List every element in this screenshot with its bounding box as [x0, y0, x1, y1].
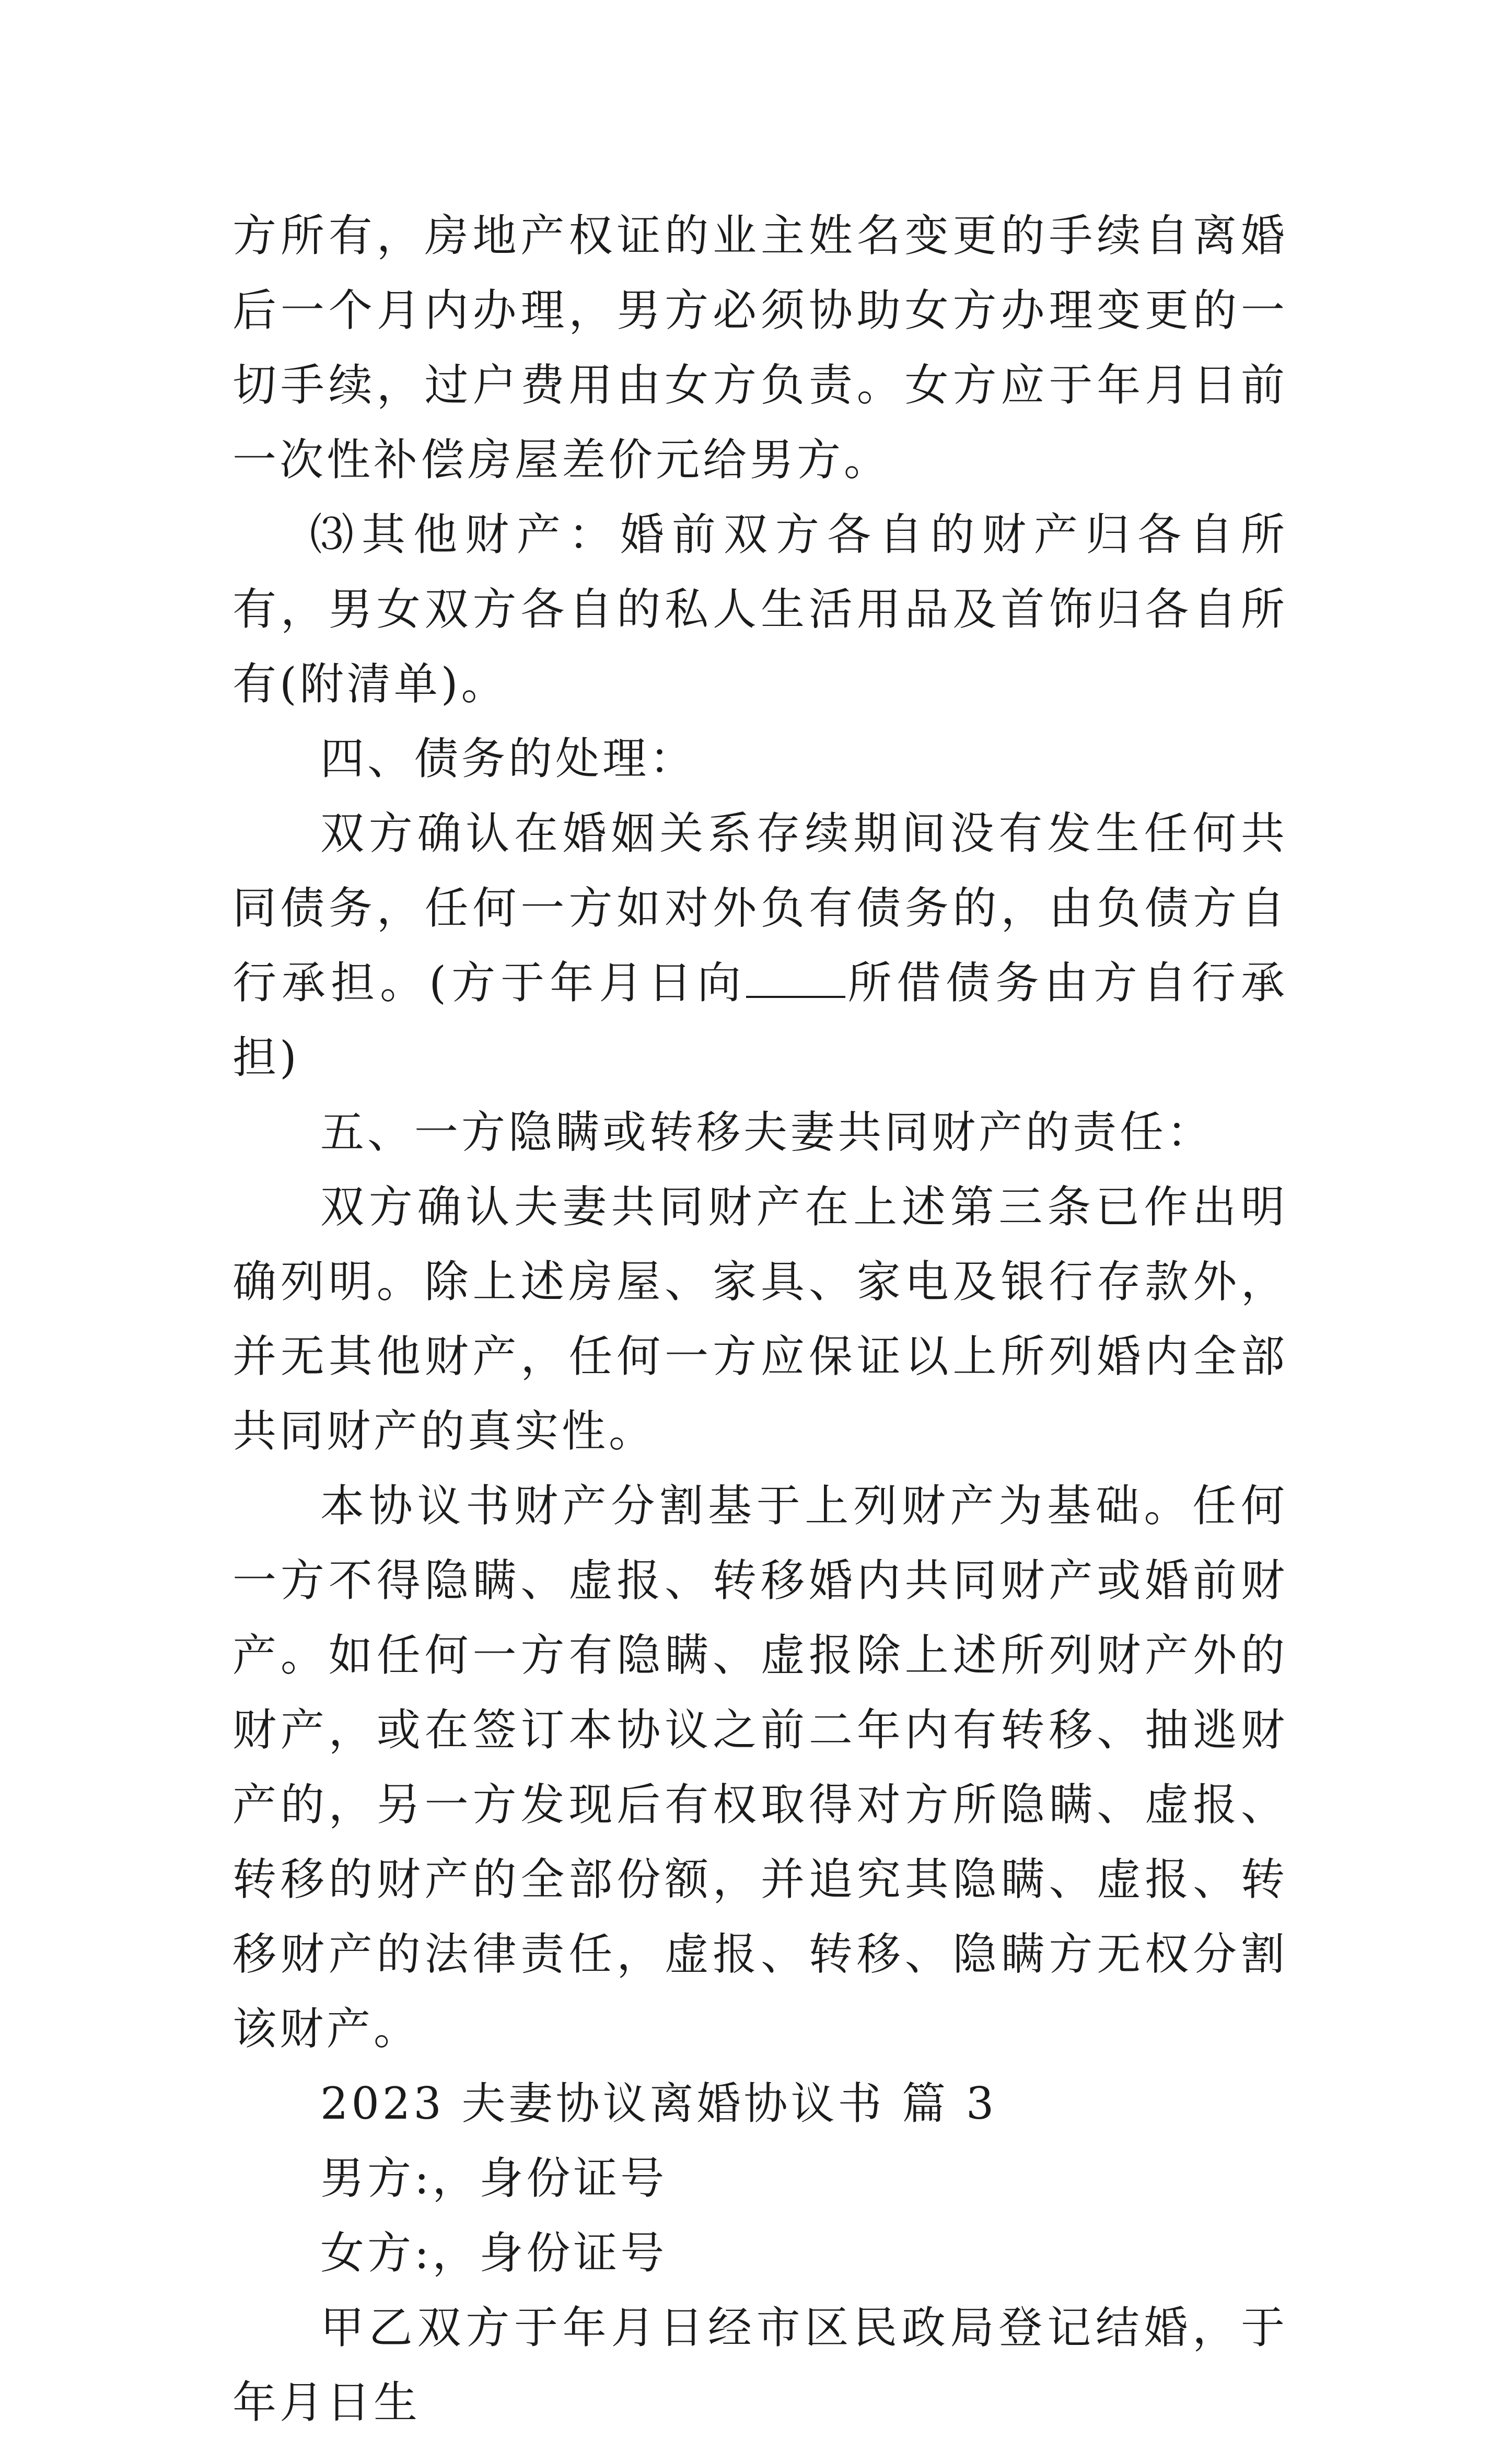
party-female: 女方:，身份证号: [320, 2227, 668, 2279]
party-male: 男方:，身份证号: [320, 2153, 668, 2204]
section-title-agreement-3: 2023 夫妻协议离婚协议书 篇 3: [320, 2078, 997, 2129]
section-heading-debts: 四、债务的处理：: [320, 733, 697, 784]
paragraph-debts-text-end: 所借债务由方自行承担): [232, 957, 1288, 1083]
paragraph-marriage-registration: 甲乙双方于年月日经市区民政局登记结婚，于年月日生: [232, 2302, 1288, 2428]
section-heading-concealment: 五、一方隐瞒或转移夫妻共同财产的责任：: [320, 1107, 1214, 1158]
paragraph-debts-text: 双方确认在婚姻关系存续期间没有发生任何共同债务，任何一方如对外负有债务的，由负债方自行承担。(方于年月日向: [232, 808, 1288, 1008]
paragraph-property-confirmation: 双方确认夫妻共同财产在上述第三条已作出明确列明。除上述房屋、家具、家电及银行存款外，并无其他财产，任何一方应保证以上所列婚内全部共同财产的真实性。: [232, 1181, 1288, 1457]
paragraph-property-transfer: 方所有，房地产权证的业主姓名变更的手续自离婚后一个月内办理，男方必须协助女方办理变更的一切手续，过户费用由女方负责。女方应于年月日前一次性补偿房屋差价元给男方。: [232, 210, 1288, 485]
document-body: [232, 199, 1288, 2440]
blank-underline: [746, 959, 845, 998]
paragraph-debts: [232, 796, 1288, 1095]
paragraph-other-property: ⑶其他财产：婚前双方各自的财产归各自所有，男女双方各自的私人生活用品及首饰归各自所有(附清单)。: [232, 509, 1288, 710]
paragraph-property-division: 本协议书财产分割基于上列财产为基础。任何一方不得隐瞒、虚报、转移婚内共同财产或婚前财产。如任何一方有隐瞒、虚报除上述所列财产外的财产，或在签订本协议之前二年内有转移、抽逃财产的，另一方发现后有权取得对方所隐瞒、虚报、转移的财产的全部份额，并追究其隐瞒、虚报、转移财产的法律责任，虚报、转移、隐瞒方无权分割该财产。: [232, 1480, 1288, 2054]
